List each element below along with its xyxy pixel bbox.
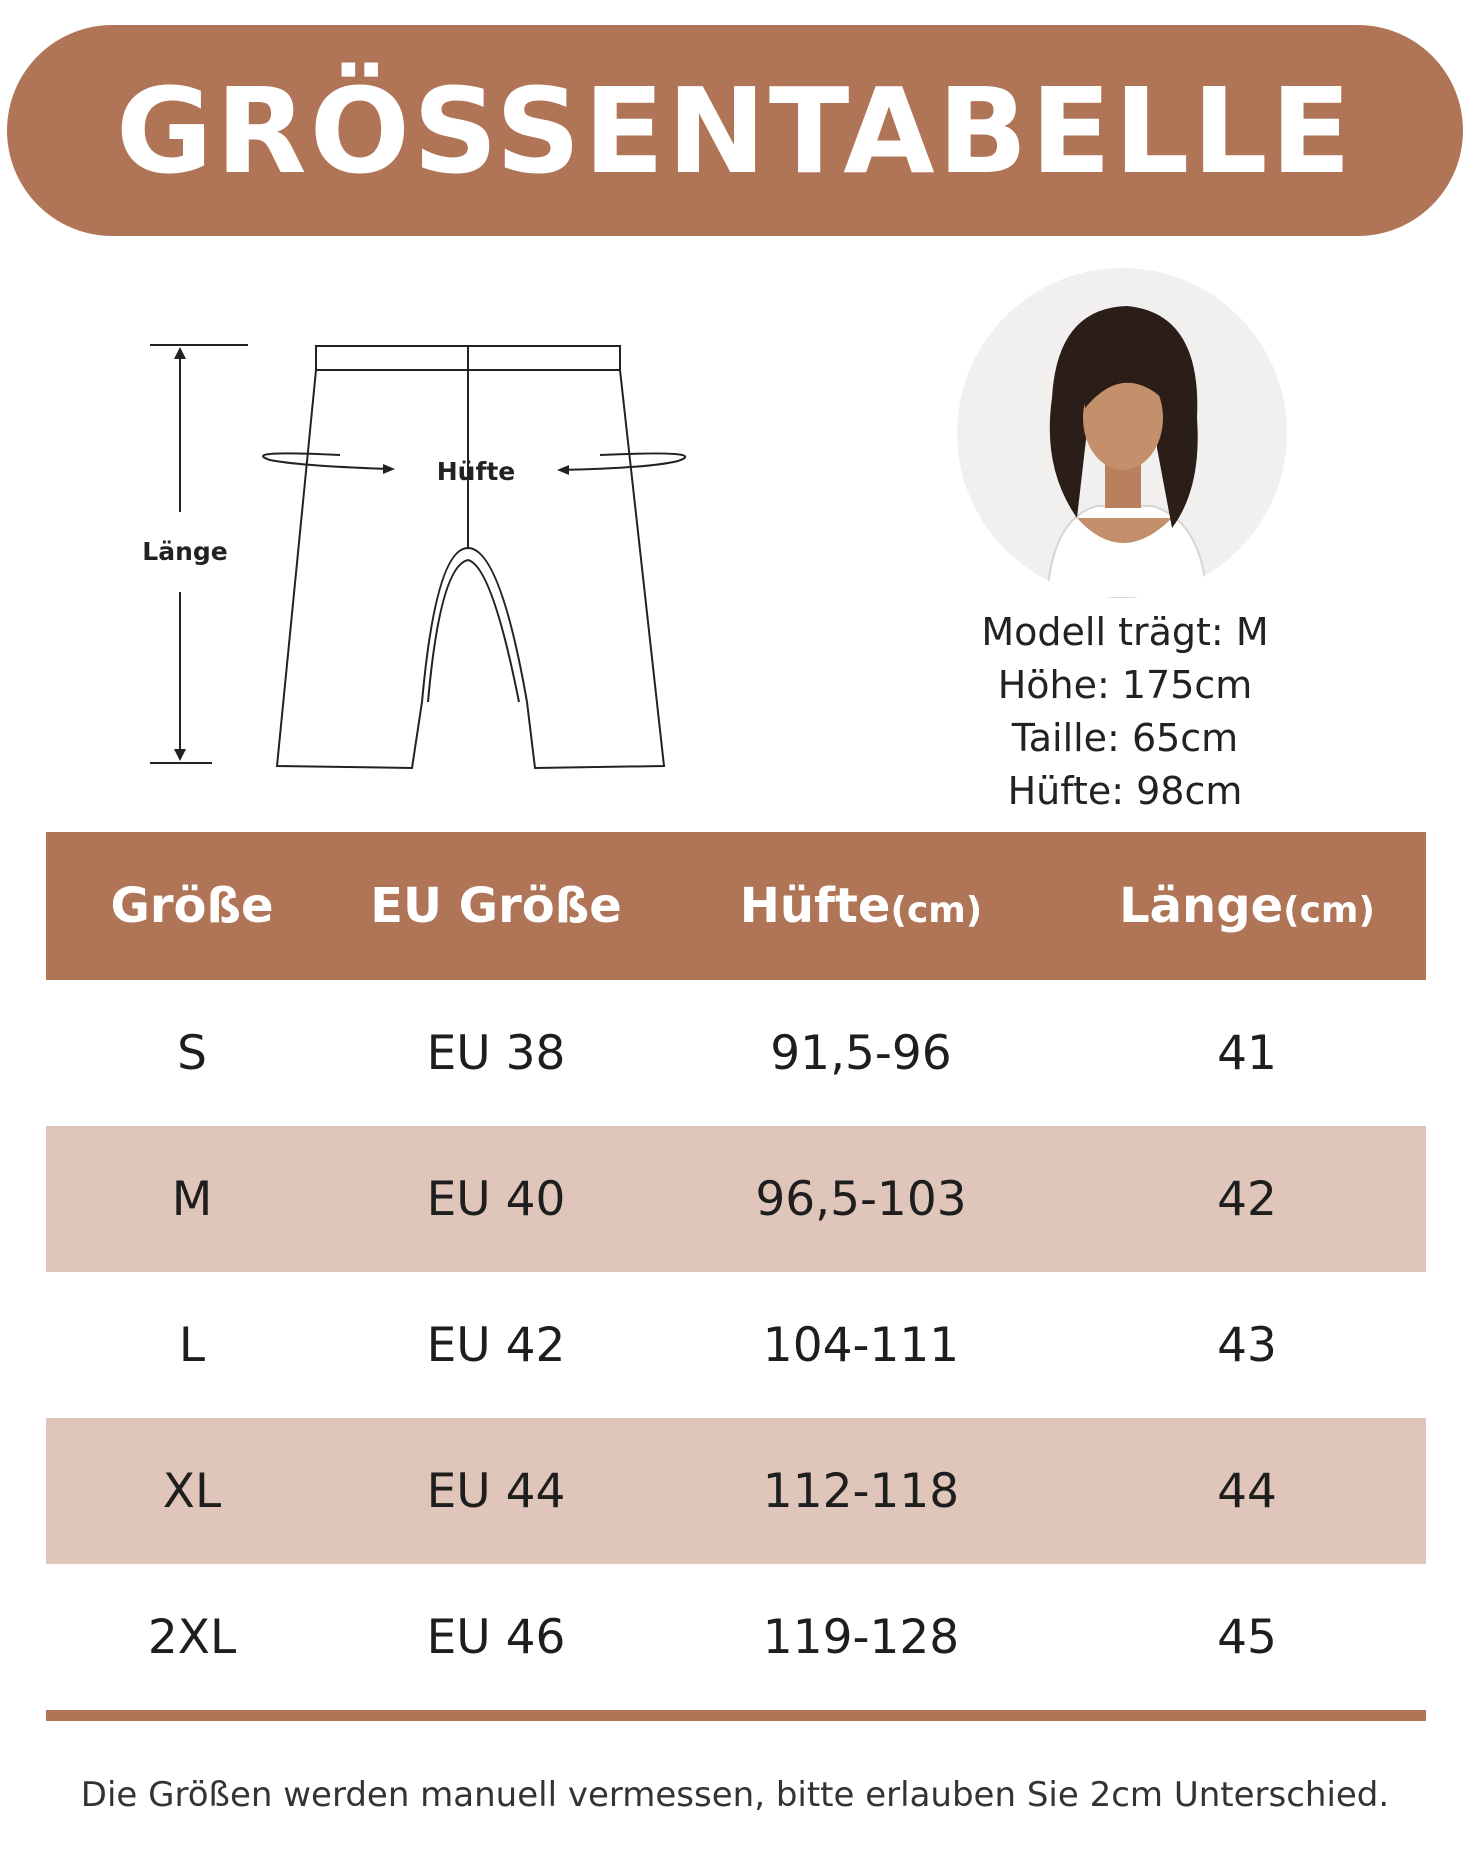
cell-eu-size: EU 44 — [426, 1463, 566, 1519]
length-label: Länge — [142, 537, 228, 566]
cell-eu-size: EU 40 — [426, 1171, 566, 1227]
hip-label: Hüfte — [436, 457, 516, 486]
hip-arrow-left — [263, 453, 390, 469]
cell-length: 41 — [1217, 1025, 1277, 1081]
cell-eu-size: EU 38 — [426, 1025, 566, 1081]
table-header — [46, 832, 1426, 980]
cell-size: L — [178, 1317, 206, 1373]
model-info — [920, 606, 1330, 818]
measurement-note: Die Größen werden manuell vermessen, bitte erlauben Sie 2cm Unterschied. — [80, 1775, 1390, 1815]
cell-length: 44 — [1217, 1463, 1277, 1519]
cell-hip: 104-111 — [762, 1317, 960, 1373]
header-hip: Hüfte(cm) — [739, 878, 983, 934]
cell-hip: 91,5-96 — [770, 1025, 952, 1081]
model-waist: Taille: 65cm — [1011, 716, 1239, 760]
cell-length: 43 — [1217, 1317, 1277, 1373]
cell-size: XL — [162, 1463, 222, 1519]
cell-eu-size: EU 42 — [426, 1317, 566, 1373]
model-height: Höhe: 175cm — [997, 663, 1253, 707]
cell-length: 45 — [1217, 1609, 1277, 1665]
table-bottom-rule — [46, 1710, 1426, 1721]
arrow-right-icon — [383, 464, 395, 474]
model-size: Modell trägt: M — [981, 610, 1269, 654]
cell-hip: 119-128 — [762, 1609, 960, 1665]
model-hip: Hüfte: 98cm — [1007, 769, 1243, 813]
hip-arrow-right — [562, 453, 685, 470]
table-row — [46, 1564, 1426, 1710]
cell-hip: 112-118 — [762, 1463, 960, 1519]
header-length: Länge(cm) — [1119, 878, 1375, 934]
header-length-unit: (cm) — [1283, 890, 1375, 931]
title-banner — [7, 25, 1463, 236]
inseam-left — [428, 560, 468, 702]
table-row — [46, 1272, 1426, 1418]
arrow-up-icon — [174, 347, 186, 359]
table-row — [46, 1418, 1426, 1564]
cell-size: M — [171, 1171, 213, 1227]
cell-eu-size: EU 46 — [426, 1609, 566, 1665]
shorts-diagram — [130, 330, 700, 780]
cell-size: S — [177, 1025, 207, 1081]
model-photo — [957, 268, 1287, 598]
arrow-left-icon — [557, 465, 569, 475]
cell-size: 2XL — [147, 1609, 237, 1665]
header-eu-size: EU Größe — [370, 878, 622, 934]
model-portrait-icon — [957, 268, 1287, 598]
cell-hip: 96,5-103 — [755, 1171, 967, 1227]
header-hip-unit: (cm) — [890, 890, 983, 931]
size-table — [46, 832, 1426, 1721]
table-row — [46, 980, 1426, 1126]
header-size: Größe — [110, 878, 274, 934]
page-title: GRÖSSENTABELLE — [115, 61, 1355, 200]
arrow-down-icon — [174, 749, 186, 761]
shorts-outline — [277, 370, 664, 768]
table-row — [46, 1126, 1426, 1272]
cell-length: 42 — [1217, 1171, 1277, 1227]
